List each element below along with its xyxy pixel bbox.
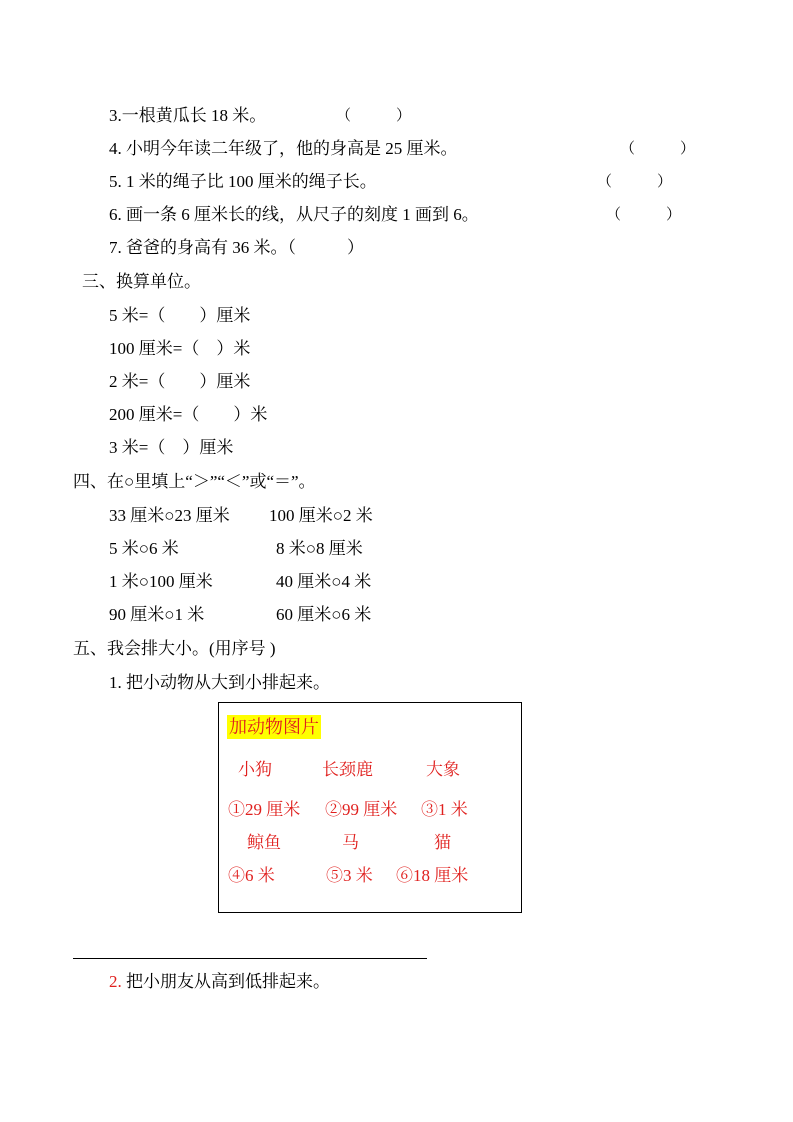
item-6-answer-paren[interactable]: （ ）: [606, 207, 682, 223]
item-3-answer-paren[interactable]: （ ）: [336, 108, 412, 124]
animal-whale: 鲸鱼: [247, 833, 281, 852]
question-2-text: 把小朋友从高到低排起来。: [121, 972, 330, 991]
animal-cat: 猫: [434, 833, 451, 852]
animal-horse: 马: [342, 833, 359, 852]
question-2: [109, 972, 330, 992]
conversion-item[interactable]: 100 厘米=（ ）米: [109, 339, 251, 358]
item-3-text: 3.一根黄瓜长 18 米。: [109, 106, 267, 125]
conversion-item[interactable]: 200 厘米=（ ）米: [109, 405, 268, 424]
animal-giraffe: 长颈鹿: [322, 760, 373, 779]
item-5-text: 5. 1 米的绳子比 100 厘米的绳子长。: [109, 172, 377, 191]
compare-item[interactable]: 60 厘米○6 米: [276, 605, 372, 624]
item-4-answer-paren[interactable]: （ ）: [620, 141, 696, 157]
section-3-heading: 三、换算单位。: [82, 272, 201, 291]
conversion-item[interactable]: 5 米=（ ）厘米: [109, 306, 251, 325]
add-animal-image-placeholder: 加动物图片: [229, 717, 319, 737]
question-2-number: 2.: [109, 972, 122, 991]
compare-item[interactable]: 90 厘米○1 米: [109, 605, 205, 624]
animal-height-4: ④6 米: [228, 866, 275, 885]
compare-item[interactable]: 100 厘米○2 米: [269, 506, 373, 525]
section-5-heading: 五、我会排大小。(用序号 ): [73, 639, 276, 658]
question-1-text: 1. 把小动物从大到小排起来。: [109, 673, 330, 692]
animal-dog: 小狗: [238, 760, 272, 779]
animal-height-2: ②99 厘米: [325, 800, 398, 819]
item-7-text: 7. 爸爸的身高有 36 米。（ ）: [109, 238, 364, 257]
item-5-answer-paren[interactable]: （ ）: [597, 174, 673, 190]
compare-item[interactable]: 33 厘米○23 厘米: [109, 506, 230, 525]
animal-height-5: ⑤3 米: [326, 866, 373, 885]
compare-item[interactable]: 8 米○8 厘米: [276, 539, 363, 558]
item-6-text: 6. 画一条 6 厘米长的线，从尺子的刻度 1 画到 6。: [109, 205, 479, 224]
compare-item[interactable]: 5 米○6 米: [109, 539, 179, 558]
animal-height-3: ③1 米: [421, 800, 468, 819]
compare-item[interactable]: 40 厘米○4 米: [276, 572, 372, 591]
animal-height-6: ⑥18 厘米: [396, 866, 469, 885]
animal-elephant: 大象: [426, 760, 460, 779]
animal-height-1: ①29 厘米: [228, 800, 301, 819]
conversion-item[interactable]: 2 米=（ ）厘米: [109, 372, 251, 391]
section-4-heading: 四、在○里填上“＞”“＜”或“＝”。: [73, 472, 316, 491]
conversion-item[interactable]: 3 米=（ ）厘米: [109, 438, 234, 457]
item-4-text: 4. 小明今年读二年级了，他的身高是 25 厘米。: [109, 139, 458, 158]
compare-item[interactable]: 1 米○100 厘米: [109, 572, 213, 591]
divider-line: [73, 958, 427, 959]
